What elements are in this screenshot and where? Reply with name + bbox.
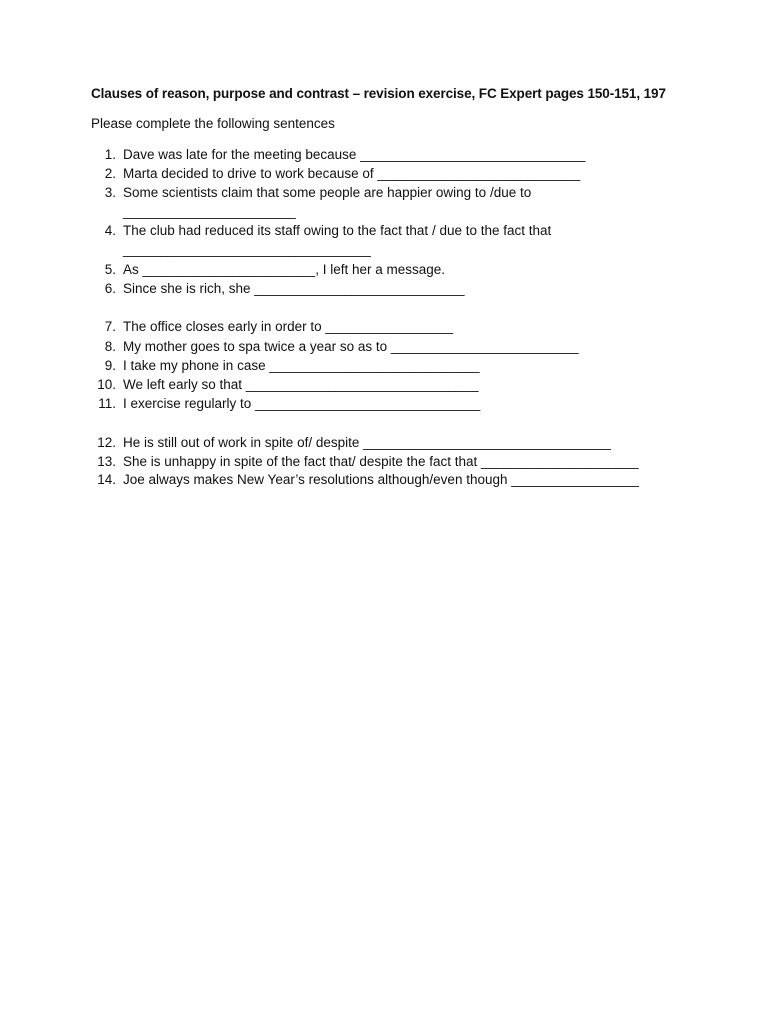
item-number: 7. bbox=[104, 319, 116, 334]
instructions-text: Please complete the following sentences bbox=[91, 116, 335, 131]
item-number: 8. bbox=[104, 339, 116, 354]
item-text: Since she is rich, she ____________________________ bbox=[123, 281, 465, 296]
item-number: 6. bbox=[104, 281, 116, 296]
item-text: We left early so that _______________________________ bbox=[123, 377, 479, 392]
item-text: I take my phone in case ____________________________ bbox=[123, 358, 480, 373]
item-continuation: _______________________ bbox=[123, 204, 296, 219]
item-text: The office closes early in order to _________________ bbox=[123, 319, 453, 334]
item-number: 11. bbox=[98, 396, 116, 411]
document-title: Clauses of reason, purpose and contrast – revision exercise, FC Expert pages 150-151, 197 bbox=[91, 86, 666, 101]
item-text: I exercise regularly to ______________________________ bbox=[123, 396, 481, 411]
item-text: Marta decided to drive to work because of ___________________________ bbox=[123, 166, 581, 181]
item-continuation: _________________________________ bbox=[123, 242, 371, 257]
item-text: She is unhappy in spite of the fact that/ despite the fact that _____________________ bbox=[123, 454, 639, 469]
item-number: 9. bbox=[104, 358, 116, 373]
item-text: My mother goes to spa twice a year so as to _________________________ bbox=[123, 339, 579, 354]
item-number: 13. bbox=[97, 454, 116, 469]
item-number: 12. bbox=[97, 435, 116, 450]
item-number: 10. bbox=[97, 377, 116, 392]
item-text: As _______________________, I left her a message. bbox=[123, 262, 446, 277]
item-number: 3. bbox=[104, 185, 116, 200]
item-number: 2. bbox=[104, 166, 116, 181]
item-number: 4. bbox=[104, 223, 116, 238]
item-number: 1. bbox=[104, 147, 116, 162]
item-text: Joe always makes New Year’s resolutions although/even though _________________ bbox=[123, 472, 639, 487]
item-text: The club had reduced its staff owing to the fact that / due to the fact that bbox=[123, 223, 552, 238]
item-text: He is still out of work in spite of/ despite _________________________________ bbox=[123, 435, 611, 450]
item-text: Some scientists claim that some people are happier owing to /due to bbox=[123, 185, 532, 200]
item-number: 5. bbox=[104, 262, 116, 277]
item-text: Dave was late for the meeting because ______________________________ bbox=[123, 147, 586, 162]
item-number: 14. bbox=[97, 472, 116, 487]
